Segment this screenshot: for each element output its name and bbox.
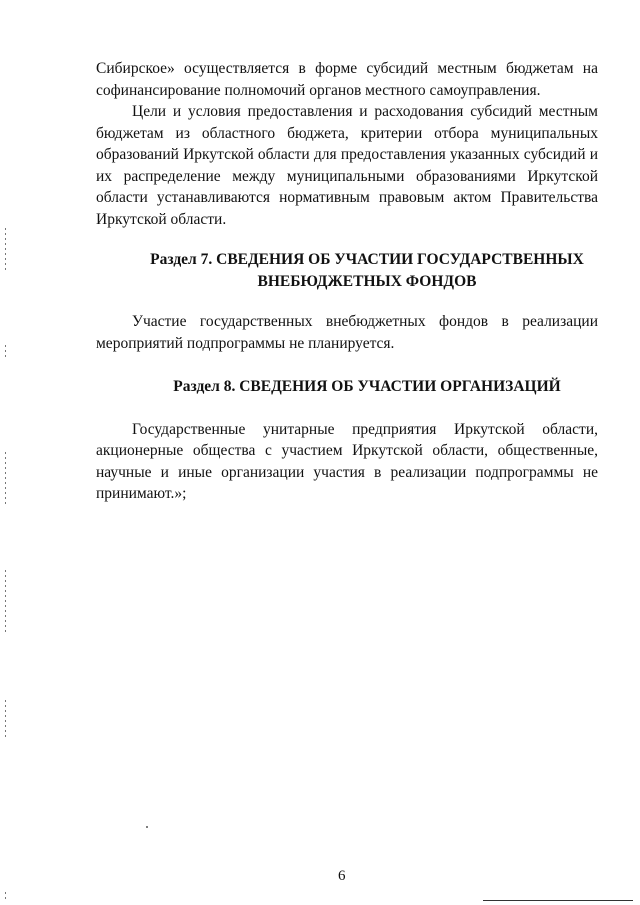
scan-speck — [146, 826, 148, 828]
text-line: Государственные унитарные предприятия Иркутской области, — [132, 420, 598, 438]
paragraph-funding-form — [96, 58, 598, 101]
scan-margin-mark — [5, 228, 6, 270]
page-number: 6 — [338, 868, 346, 884]
scan-margin-mark — [5, 570, 6, 632]
scan-margin-mark — [5, 345, 6, 359]
text-line: принимают.»; — [96, 485, 187, 502]
text-line: Сибирское» осуществляется в форме субсидий местным бюджетам на — [96, 60, 598, 77]
text-line: научные и иные организации участия в реализации подпрограммы не — [96, 463, 598, 481]
text-line: Участие государственных внебюджетных фондов в реализации — [132, 313, 598, 330]
scan-margin-mark — [5, 892, 6, 900]
paragraph-section-7 — [96, 311, 598, 354]
scan-margin-mark — [5, 452, 6, 504]
paragraph-section-8 — [96, 419, 598, 505]
heading-line: Раздел 8. СВЕДЕНИЯ ОБ УЧАСТИИ ОРГАНИЗАЦИЙ — [173, 378, 561, 395]
section-7-heading — [96, 249, 598, 292]
heading-line: Раздел 7. СВЕДЕНИЯ ОБ УЧАСТИИ ГОСУДАРСТВЕННЫХ — [150, 251, 584, 268]
text-line: области устанавливаются нормативным правовым актом Правительства — [96, 189, 598, 206]
text-line: их распределение между муниципальными образованиями Иркутской — [96, 167, 598, 185]
text-line: мероприятий подпрограммы не планируется. — [96, 334, 395, 352]
text-line: Иркутской области. — [96, 210, 227, 228]
paragraph-subsidy-conditions — [96, 101, 598, 230]
scan-margin-mark — [5, 700, 6, 740]
text-line: бюджетам из областного бюджета, критерии отбора муниципальных — [96, 124, 598, 142]
text-line: образований Иркутской области для предоставления указанных субсидий и — [96, 146, 598, 163]
document-body — [96, 58, 598, 505]
scan-edge-line — [483, 900, 633, 901]
text-line: акционерные общества с участием Иркутской области, общественные, — [96, 442, 598, 459]
section-8-heading — [96, 376, 598, 398]
text-line: Цели и условия предоставления и расходования субсидий местным — [132, 103, 598, 120]
heading-line: ВНЕБЮДЖЕТНЫХ ФОНДОВ — [257, 272, 477, 290]
text-line: софинансирование полномочий органов местного самоуправления. — [96, 81, 541, 99]
